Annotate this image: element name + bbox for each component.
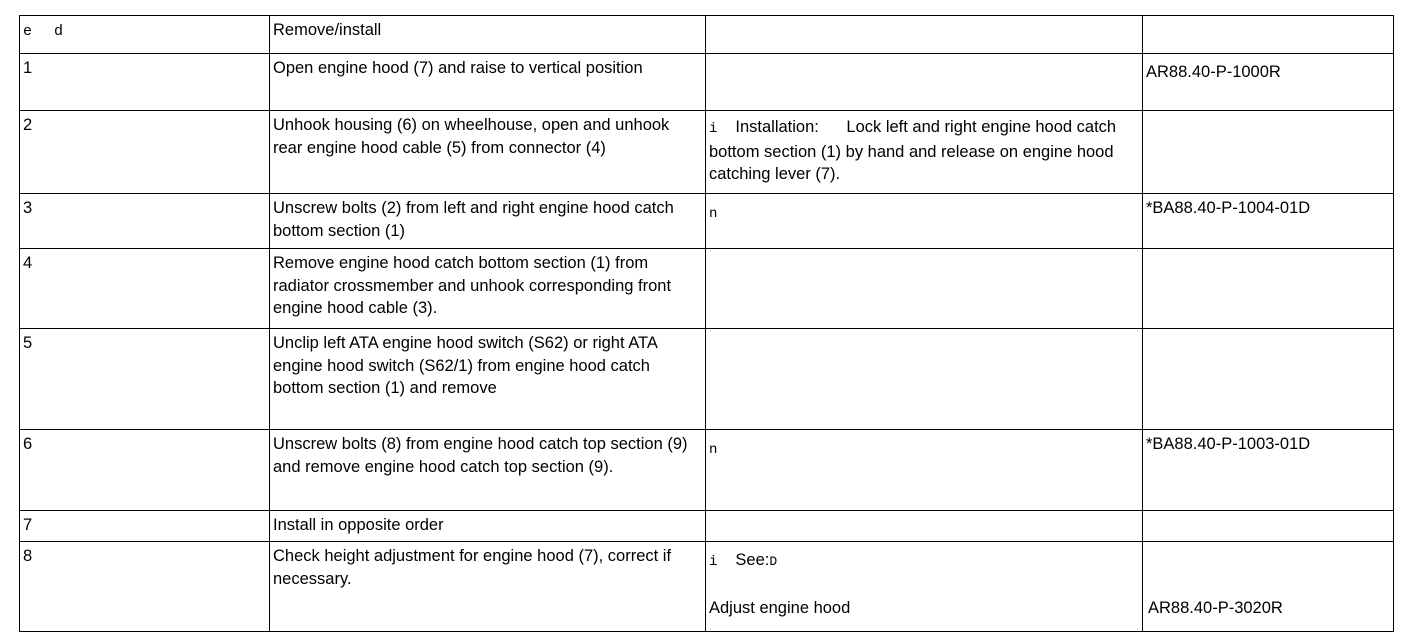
header-marker-a: e	[23, 23, 33, 40]
note-label: See:	[735, 551, 770, 569]
header-marker-b: d	[54, 23, 64, 40]
step-number: 7	[20, 511, 270, 542]
step-note	[706, 542, 1143, 632]
step-ref-link[interactable]	[1143, 54, 1394, 111]
step-number: 4	[20, 249, 270, 329]
step-ref	[1143, 511, 1394, 542]
step-ref-link[interactable]	[1143, 194, 1394, 249]
step-number: 5	[20, 329, 270, 430]
table-row	[20, 249, 1394, 329]
ref-text: *BA88.40-P-1004-01D	[1146, 199, 1311, 217]
ref-text: AR88.40-P-1000R	[1146, 63, 1281, 81]
note-link-text[interactable]: Adjust engine hood	[709, 598, 851, 617]
header-ref-cell	[1143, 16, 1394, 54]
step-action: Unclip left ATA engine hood switch (S62) or right ATA engine hood switch (S62/1) from engine hood catch bottom section (1) and remove	[270, 329, 706, 430]
step-number: 2	[20, 111, 270, 194]
step-ref	[1143, 249, 1394, 329]
table-row	[20, 542, 1394, 632]
step-action: Unhook housing (6) on wheelhouse, open and unhook rear engine hood cable (5) from connector (4)	[270, 111, 706, 194]
step-ref-link[interactable]	[1143, 430, 1394, 511]
step-action: Check height adjustment for engine hood (7), correct if necessary.	[270, 542, 706, 632]
step-ref	[1143, 111, 1394, 194]
table-row	[20, 54, 1394, 111]
step-action: Remove engine hood catch bottom section (1) from radiator crossmember and unhook corresponding front engine hood cable (3).	[270, 249, 706, 329]
document-icon: D	[769, 554, 778, 569]
step-note	[706, 511, 1143, 542]
header-step-cell	[20, 16, 270, 54]
notice-icon: n	[709, 442, 718, 458]
procedure-table	[19, 15, 1394, 632]
header-action-cell: Remove/install	[270, 16, 706, 54]
step-action: Unscrew bolts (8) from engine hood catch top section (9) and remove engine hood catch top section (9).	[270, 430, 706, 511]
step-number: 8	[20, 542, 270, 632]
table-row	[20, 430, 1394, 511]
step-note	[706, 430, 1143, 511]
note-text: Lock left and right engine hood catch bottom section (1) by hand and release on engine hood catching lever (7).	[709, 118, 1117, 183]
header-note-cell	[706, 16, 1143, 54]
ref-text: *BA88.40-P-1003-01D	[1146, 435, 1311, 453]
step-ref	[1143, 329, 1394, 430]
notice-icon: n	[709, 206, 718, 222]
step-ref-link[interactable]	[1143, 542, 1394, 632]
table-row	[20, 194, 1394, 249]
step-note	[706, 194, 1143, 249]
step-action: Unscrew bolts (2) from left and right engine hood catch bottom section (1)	[270, 194, 706, 249]
table-row	[20, 511, 1394, 542]
ref-text: AR88.40-P-3020R	[1148, 598, 1283, 617]
step-note	[706, 111, 1143, 194]
info-icon: i	[709, 554, 718, 570]
step-action: Open engine hood (7) and raise to vertical position	[270, 54, 706, 111]
step-note	[706, 329, 1143, 430]
step-action: Install in opposite order	[270, 511, 706, 542]
step-note	[706, 249, 1143, 329]
table-row	[20, 329, 1394, 430]
step-number: 3	[20, 194, 270, 249]
table-row	[20, 111, 1394, 194]
info-icon: i	[709, 121, 718, 137]
step-number: 1	[20, 54, 270, 111]
note-label: Installation:	[735, 118, 819, 136]
step-note	[706, 54, 1143, 111]
table-header-row	[20, 16, 1394, 54]
step-number: 6	[20, 430, 270, 511]
